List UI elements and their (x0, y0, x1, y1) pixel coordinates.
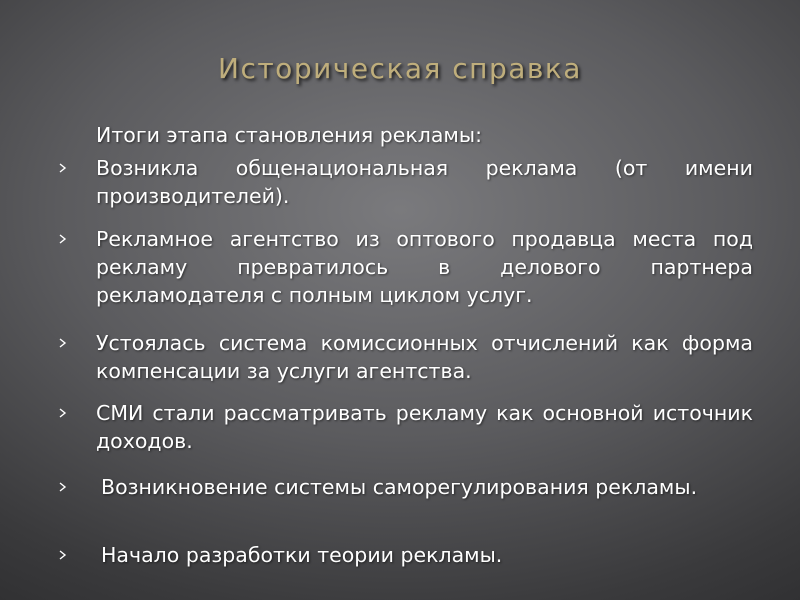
bullet-text: Устоялась система комиссионных отчислений как форма компенсации за услуги агентства. (96, 331, 753, 383)
chevron-right-icon (58, 408, 68, 418)
slide-content (0, 120, 800, 590)
bullet-text: СМИ стали рассматривать рекламу как основной источник доходов. (96, 401, 753, 453)
chevron-right-icon (58, 482, 68, 492)
bullet-text: Возникновение системы саморегулирования рекламы. (101, 475, 698, 499)
bullet-text: Начало разработки теории рекламы. (101, 543, 503, 567)
bullet-text: Возникла общенациональная реклама (от имени производителей). (96, 156, 753, 208)
chevron-right-icon (58, 234, 68, 244)
chevron-right-icon (58, 338, 68, 348)
bullet-text: Рекламное агентство из оптового продавца места под рекламу превратилось в делового партнера рекламодателя с полным циклом услуг. (96, 227, 753, 307)
slide-title: Историческая справка (218, 52, 582, 85)
chevron-right-icon (58, 550, 68, 560)
intro-text: Итоги этапа становления рекламы: (96, 123, 482, 147)
chevron-right-icon (58, 163, 68, 173)
